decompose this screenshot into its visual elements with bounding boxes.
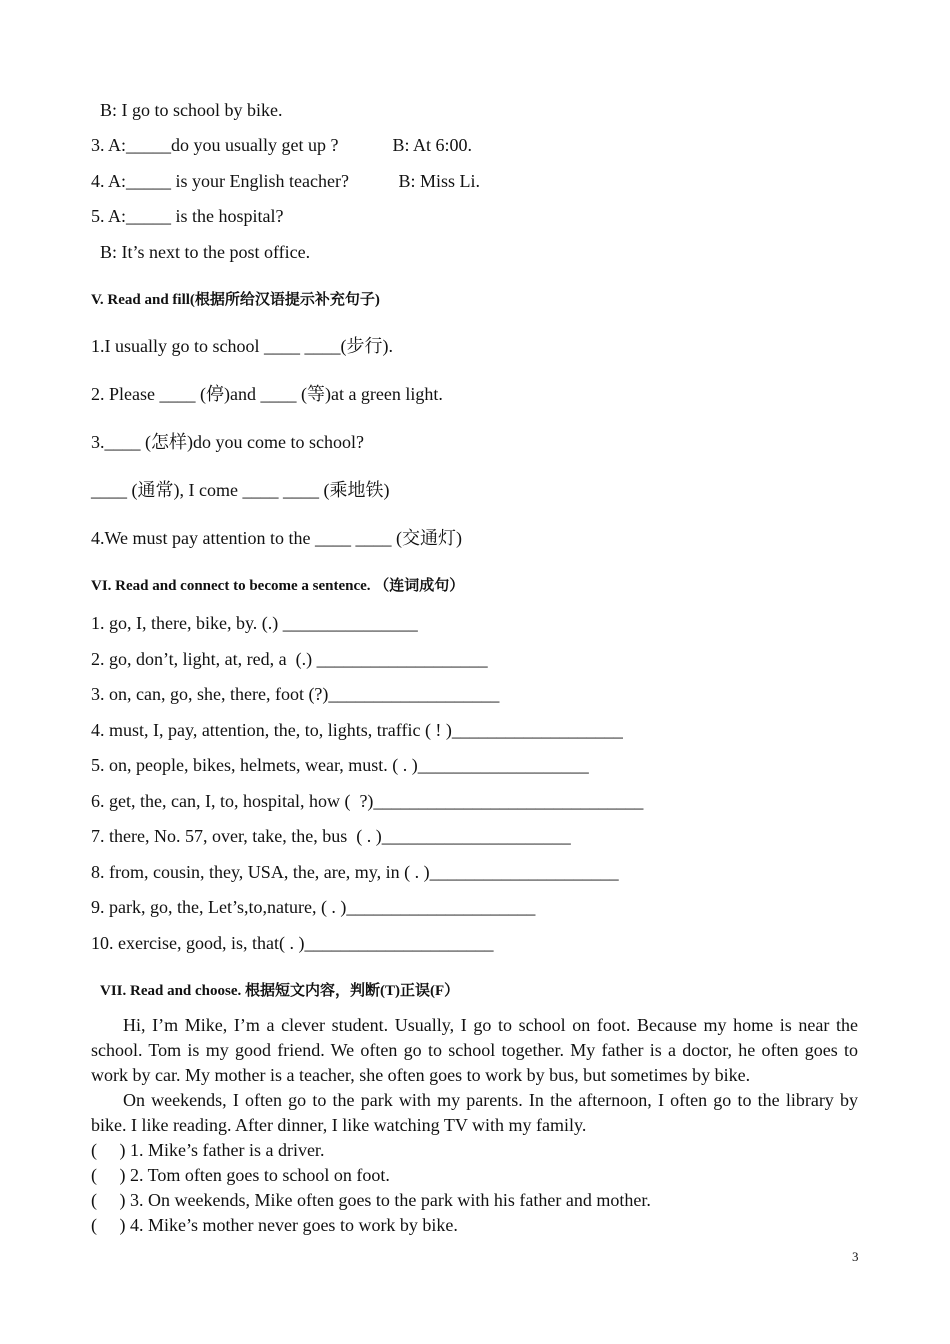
true-false-question: ( ) 3. On weekends, Mike often goes to the park with his father and mother. <box>91 1190 651 1210</box>
dialogue-line: B: It’s next to the post office. <box>100 242 311 262</box>
dialogue-line: 4. A:_____ is your English teacher? B: Miss Li. <box>91 171 480 191</box>
dialogue-line: 3. A:_____do you usually get up ? B: At 6:00. <box>91 135 472 155</box>
dialogue-line: B: I go to school by bike. <box>100 100 283 120</box>
dialogue-line: 5. A:_____ is the hospital? <box>91 206 284 226</box>
connect-item: 6. get, the, can, I, to, hospital, how ( ?)______________________________ <box>91 791 644 811</box>
section-heading: VI. Read and connect to become a sentence. （连词成句） <box>91 578 465 594</box>
fill-item: ____ (通常), I come ____ ____ (乘地铁) <box>91 480 390 500</box>
connect-item: 3. on, can, go, she, there, foot (?)___________________ <box>91 684 500 704</box>
connect-item: 7. there, No. 57, over, take, the, bus ( . )_____________________ <box>91 826 571 846</box>
connect-item: 8. from, cousin, they, USA, the, are, my, in ( . )_____________________ <box>91 862 619 882</box>
section-heading: V. Read and fill(根据所给汉语提示补充句子) <box>91 292 380 308</box>
connect-item: 4. must, I, pay, attention, the, to, lights, traffic ( ! )___________________ <box>91 720 623 740</box>
connect-item: 5. on, people, bikes, helmets, wear, must. ( . )___________________ <box>91 755 589 775</box>
page-number: 3 <box>852 1249 859 1264</box>
true-false-question: ( ) 2. Tom often goes to school on foot. <box>91 1165 390 1185</box>
fill-item: 1.I usually go to school ____ ____(步行). <box>91 336 393 356</box>
connect-item: 2. go, don’t, light, at, red, a (.) ___________________ <box>91 649 488 669</box>
fill-item: 2. Please ____ (停)and ____ (等)at a green light. <box>91 384 443 404</box>
fill-item: 4.We must pay attention to the ____ ____ (交通灯) <box>91 528 462 548</box>
passage-paragraph: On weekends, I often go to the park with my parents. In the afternoon, I often go to the library by bike. I like reading. After dinner, I like watching TV with my family. <box>91 1090 858 1135</box>
true-false-question: ( ) 1. Mike’s father is a driver. <box>91 1140 325 1160</box>
connect-item: 9. park, go, the, Let’s,to,nature, ( . )_____________________ <box>91 897 536 917</box>
fill-item: 3.____ (怎样)do you come to school? <box>91 432 364 452</box>
connect-item: 1. go, I, there, bike, by. (.) _______________ <box>91 613 418 633</box>
passage-paragraph: Hi, I’m Mike, I’m a clever student. Usually, I go to school on foot. Because my home is near the school. Tom is my good friend. We often go to school together. My father is a doctor, he often goes to work by car. My mother is a teacher, she often goes to work by bus, but sometimes by bike. <box>91 1015 858 1085</box>
true-false-question: ( ) 4. Mike’s mother never goes to work by bike. <box>91 1215 458 1235</box>
connect-item: 10. exercise, good, is, that( . )_____________________ <box>91 933 494 953</box>
section-heading: VII. Read and choose. 根据短文内容，判断(T)正误(F） <box>100 983 460 999</box>
